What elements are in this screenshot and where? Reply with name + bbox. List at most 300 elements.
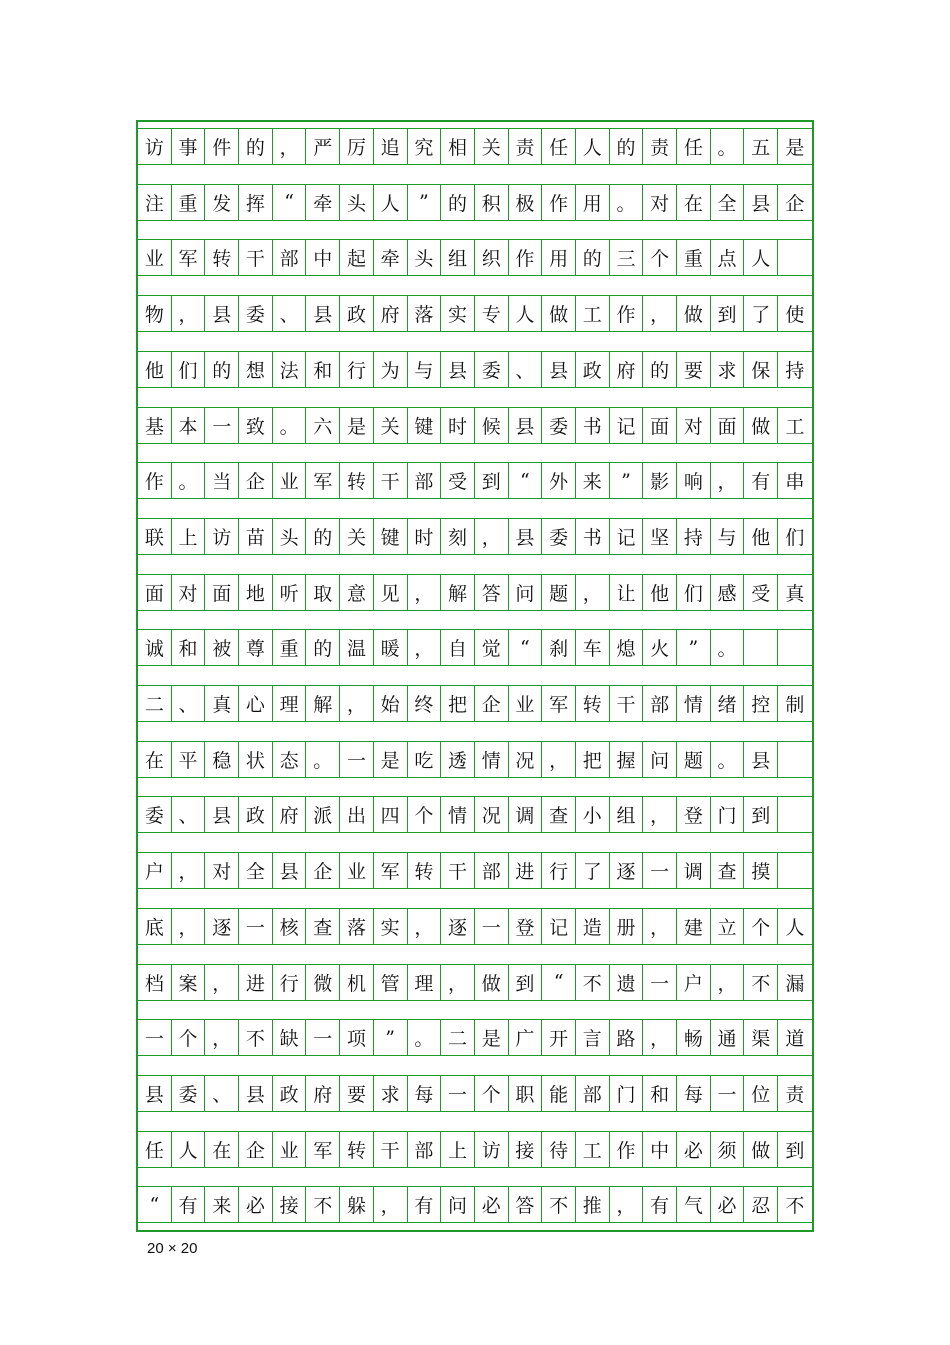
grid-cell: “ bbox=[138, 1186, 172, 1223]
grid-cell: 委 bbox=[542, 407, 576, 444]
grid-cell: 到 bbox=[711, 295, 745, 332]
grid-cell: 受 bbox=[441, 462, 475, 499]
grid-cell: 调 bbox=[677, 852, 711, 889]
grid-cell: 件 bbox=[205, 128, 239, 165]
grid-cell: 透 bbox=[441, 741, 475, 778]
grid-cell: 任 bbox=[677, 128, 711, 165]
grid-cell: 户 bbox=[138, 852, 172, 889]
grid-cell: 、 bbox=[273, 295, 307, 332]
grid-row bbox=[138, 239, 812, 276]
grid-cell: ， bbox=[643, 295, 677, 332]
grid-cell: 温 bbox=[340, 629, 374, 666]
grid-cell: 影 bbox=[643, 462, 677, 499]
grid-cell: 一 bbox=[138, 1019, 172, 1056]
grid-cell: 把 bbox=[576, 741, 610, 778]
grid-cell: 个 bbox=[643, 239, 677, 276]
grid-cell: 事 bbox=[172, 128, 206, 165]
grid-cell: 军 bbox=[374, 852, 408, 889]
grid-cell: 专 bbox=[475, 295, 509, 332]
grid-cell: 想 bbox=[239, 351, 273, 388]
grid-cell: 县 bbox=[744, 741, 778, 778]
grid-cell: 作 bbox=[138, 462, 172, 499]
grid-cell: 问 bbox=[441, 1186, 475, 1223]
grid-cell: 必 bbox=[677, 1131, 711, 1168]
grid-cell: 追 bbox=[374, 128, 408, 165]
grid-cell: 面 bbox=[711, 407, 745, 444]
grid-cell: 键 bbox=[408, 407, 442, 444]
grid-cell: 必 bbox=[475, 1186, 509, 1223]
grid-cell: 态 bbox=[273, 741, 307, 778]
grid-cell: 工 bbox=[576, 1131, 610, 1168]
grid-cell: 中 bbox=[643, 1131, 677, 1168]
grid-cell: 逐 bbox=[610, 852, 644, 889]
grid-cell: 记 bbox=[610, 407, 644, 444]
grid-cell: 是 bbox=[778, 128, 812, 165]
grid-cell: 刹 bbox=[542, 629, 576, 666]
grid-cell: 绪 bbox=[711, 685, 745, 722]
grid-cell: 通 bbox=[711, 1019, 745, 1056]
grid-cell: 责 bbox=[509, 128, 543, 165]
grid-cell: 做 bbox=[744, 1131, 778, 1168]
grid-cell: 派 bbox=[306, 796, 340, 833]
grid-cell: 的 bbox=[306, 518, 340, 555]
grid-cell: ， bbox=[408, 574, 442, 611]
grid-cell: 们 bbox=[778, 518, 812, 555]
grid-cell: ， bbox=[711, 462, 745, 499]
grid-cell: 情 bbox=[677, 685, 711, 722]
grid-cell: 推 bbox=[576, 1186, 610, 1223]
grid-cell: 项 bbox=[340, 1019, 374, 1056]
grid-cell: 时 bbox=[408, 518, 442, 555]
grid-cell: 们 bbox=[677, 574, 711, 611]
grid-cell: 落 bbox=[340, 908, 374, 945]
grid-cell: 有 bbox=[643, 1186, 677, 1223]
grid-cell: 联 bbox=[138, 518, 172, 555]
grid-cell: 的 bbox=[610, 128, 644, 165]
grid-cell bbox=[778, 239, 812, 276]
grid-cell: 转 bbox=[340, 1131, 374, 1168]
grid-cell: 物 bbox=[138, 295, 172, 332]
grid-cell: 地 bbox=[239, 574, 273, 611]
grid-row bbox=[138, 908, 812, 945]
grid-cell: 访 bbox=[475, 1131, 509, 1168]
grid-cell: 点 bbox=[711, 239, 745, 276]
grid-cell: 、 bbox=[509, 351, 543, 388]
grid-cell: 委 bbox=[138, 796, 172, 833]
grid-cell: 情 bbox=[475, 741, 509, 778]
grid-cell: 人 bbox=[509, 295, 543, 332]
grid-cell: 企 bbox=[239, 1131, 273, 1168]
grid-cell: 三 bbox=[610, 239, 644, 276]
grid-cell: 躲 bbox=[340, 1186, 374, 1223]
grid-cell: 一 bbox=[441, 1075, 475, 1112]
grid-cell: 、 bbox=[172, 796, 206, 833]
grid-cell: 和 bbox=[172, 629, 206, 666]
grid-cell: 听 bbox=[273, 574, 307, 611]
grid-cell: 发 bbox=[205, 184, 239, 221]
grid-cell: 畅 bbox=[677, 1019, 711, 1056]
grid-cell: 军 bbox=[306, 1131, 340, 1168]
grid-row bbox=[138, 1186, 812, 1223]
grid-cell: 候 bbox=[475, 407, 509, 444]
grid-cell: 解 bbox=[441, 574, 475, 611]
grid-cell: 部 bbox=[408, 462, 442, 499]
grid-cell: 人 bbox=[778, 908, 812, 945]
grid-cell: 和 bbox=[643, 1075, 677, 1112]
grid-cell: 持 bbox=[778, 351, 812, 388]
grid-cell: 见 bbox=[374, 574, 408, 611]
grid-cell: 记 bbox=[610, 518, 644, 555]
grid-cell: 底 bbox=[138, 908, 172, 945]
grid-cell: 。 bbox=[408, 1019, 442, 1056]
grid-cell: 组 bbox=[610, 796, 644, 833]
grid-cell: 重 bbox=[677, 239, 711, 276]
grid-cell: ， bbox=[643, 1019, 677, 1056]
grid-cell: 门 bbox=[610, 1075, 644, 1112]
grid-cell: 求 bbox=[374, 1075, 408, 1112]
grid-cell: ， bbox=[205, 1019, 239, 1056]
grid-cell: 。 bbox=[306, 741, 340, 778]
grid-cell: 业 bbox=[273, 462, 307, 499]
grid-cell: 实 bbox=[374, 908, 408, 945]
grid-cell: 不 bbox=[306, 1186, 340, 1223]
grid-cell: 牵 bbox=[306, 184, 340, 221]
grid-cell: 政 bbox=[273, 1075, 307, 1112]
grid-cell: 府 bbox=[610, 351, 644, 388]
grid-cell: 用 bbox=[542, 239, 576, 276]
grid-cell: 感 bbox=[711, 574, 745, 611]
grid-cell: 一 bbox=[306, 1019, 340, 1056]
grid-row bbox=[138, 1131, 812, 1168]
grid-cell: 县 bbox=[509, 518, 543, 555]
grid-cell: 工 bbox=[778, 407, 812, 444]
grid-cell: 的 bbox=[239, 128, 273, 165]
grid-cell: 理 bbox=[273, 685, 307, 722]
grid-cell: 企 bbox=[306, 852, 340, 889]
grid-row bbox=[138, 351, 812, 388]
grid-cell: 一 bbox=[643, 852, 677, 889]
grid-cell: 转 bbox=[205, 239, 239, 276]
grid-cell: 的 bbox=[306, 629, 340, 666]
grid-cell: 人 bbox=[576, 128, 610, 165]
grid-cell: 重 bbox=[172, 184, 206, 221]
grid-cell: 县 bbox=[138, 1075, 172, 1112]
grid-row bbox=[138, 295, 812, 332]
grid-cell: 求 bbox=[711, 351, 745, 388]
grid-cell: ” bbox=[610, 462, 644, 499]
grid-cell: 须 bbox=[711, 1131, 745, 1168]
grid-cell: ， bbox=[542, 741, 576, 778]
grid-cell: 题 bbox=[542, 574, 576, 611]
grid-cell: 被 bbox=[205, 629, 239, 666]
grid-cell: 是 bbox=[340, 407, 374, 444]
grid-cell: 查 bbox=[542, 796, 576, 833]
grid-cell: 意 bbox=[340, 574, 374, 611]
grid-cell: 责 bbox=[778, 1075, 812, 1112]
grid-cell: ， bbox=[340, 685, 374, 722]
grid-cell: 不 bbox=[239, 1019, 273, 1056]
grid-cell: 来 bbox=[576, 462, 610, 499]
grid-cell: 核 bbox=[273, 908, 307, 945]
grid-cell: 待 bbox=[542, 1131, 576, 1168]
grid-cell: 的 bbox=[441, 184, 475, 221]
grid-cell: 责 bbox=[643, 128, 677, 165]
grid-cell: 气 bbox=[677, 1186, 711, 1223]
grid-cell: 上 bbox=[441, 1131, 475, 1168]
manuscript-grid bbox=[136, 120, 814, 1232]
grid-cell: 军 bbox=[172, 239, 206, 276]
grid-cell: ， bbox=[576, 574, 610, 611]
grid-cell: 逐 bbox=[205, 908, 239, 945]
grid-cell: 案 bbox=[172, 964, 206, 1001]
grid-cell: 外 bbox=[542, 462, 576, 499]
grid-cell: ， bbox=[711, 964, 745, 1001]
grid-cell: 县 bbox=[239, 1075, 273, 1112]
grid-cell: 部 bbox=[643, 685, 677, 722]
grid-cell: 逐 bbox=[441, 908, 475, 945]
grid-cell: 真 bbox=[778, 574, 812, 611]
grid-cell: 诚 bbox=[138, 629, 172, 666]
grid-cell: 对 bbox=[172, 574, 206, 611]
grid-cell: 转 bbox=[408, 852, 442, 889]
grid-cell: 册 bbox=[610, 908, 644, 945]
grid-cell: 政 bbox=[239, 796, 273, 833]
grid-cell: 企 bbox=[239, 462, 273, 499]
grid-cell: 厉 bbox=[340, 128, 374, 165]
grid-cell: 平 bbox=[172, 741, 206, 778]
grid-cell: 情 bbox=[441, 796, 475, 833]
grid-cell: 面 bbox=[138, 574, 172, 611]
grid-row bbox=[138, 741, 812, 778]
grid-cell: 答 bbox=[475, 574, 509, 611]
grid-cell: ， bbox=[408, 629, 442, 666]
grid-cell: 答 bbox=[509, 1186, 543, 1223]
grid-cell: 到 bbox=[778, 1131, 812, 1168]
grid-cell: 登 bbox=[509, 908, 543, 945]
grid-cell: 坚 bbox=[643, 518, 677, 555]
grid-cell: 五 bbox=[744, 128, 778, 165]
grid-cell: 部 bbox=[273, 239, 307, 276]
grid-cell: 起 bbox=[340, 239, 374, 276]
grid-cell: 县 bbox=[441, 351, 475, 388]
grid-cell: 企 bbox=[475, 685, 509, 722]
grid-cell: 火 bbox=[643, 629, 677, 666]
grid-cell: 访 bbox=[138, 128, 172, 165]
grid-cell: 行 bbox=[542, 852, 576, 889]
grid-cell: 落 bbox=[408, 295, 442, 332]
grid-cell: 二 bbox=[138, 685, 172, 722]
grid-row bbox=[138, 574, 812, 611]
grid-cell: 调 bbox=[509, 796, 543, 833]
grid-size-label: 20 × 20 bbox=[147, 1240, 198, 1257]
grid-cell: 行 bbox=[340, 351, 374, 388]
grid-cell: 登 bbox=[677, 796, 711, 833]
grid-cell: 业 bbox=[138, 239, 172, 276]
grid-row bbox=[138, 796, 812, 833]
grid-cell: 到 bbox=[475, 462, 509, 499]
grid-cell: 位 bbox=[744, 1075, 778, 1112]
grid-cell: 不 bbox=[744, 964, 778, 1001]
grid-cell: 的 bbox=[205, 351, 239, 388]
grid-cell: 和 bbox=[306, 351, 340, 388]
grid-cell: 积 bbox=[475, 184, 509, 221]
grid-cell: 进 bbox=[239, 964, 273, 1001]
grid-cell: 建 bbox=[677, 908, 711, 945]
grid-cell: 全 bbox=[239, 852, 273, 889]
grid-cell: 们 bbox=[172, 351, 206, 388]
grid-cell: 暖 bbox=[374, 629, 408, 666]
grid-cell: 机 bbox=[340, 964, 374, 1001]
grid-cell bbox=[778, 796, 812, 833]
grid-cell: 进 bbox=[509, 852, 543, 889]
grid-cell: 一 bbox=[239, 908, 273, 945]
grid-cell: 一 bbox=[205, 407, 239, 444]
grid-cell: 人 bbox=[172, 1131, 206, 1168]
grid-cell: 干 bbox=[239, 239, 273, 276]
grid-cell: 的 bbox=[643, 351, 677, 388]
grid-cell: 问 bbox=[509, 574, 543, 611]
grid-cell bbox=[778, 741, 812, 778]
grid-cell: 一 bbox=[711, 1075, 745, 1112]
grid-cell: 缺 bbox=[273, 1019, 307, 1056]
grid-cell: 实 bbox=[441, 295, 475, 332]
grid-cell: 真 bbox=[205, 685, 239, 722]
grid-cell: 干 bbox=[441, 852, 475, 889]
grid-cell: 关 bbox=[374, 407, 408, 444]
grid-cell: 县 bbox=[744, 184, 778, 221]
grid-cell: 必 bbox=[711, 1186, 745, 1223]
grid-cell: 县 bbox=[542, 351, 576, 388]
grid-cell: 四 bbox=[374, 796, 408, 833]
grid-cell: 业 bbox=[273, 1131, 307, 1168]
grid-cell: 一 bbox=[340, 741, 374, 778]
grid-cell: 部 bbox=[408, 1131, 442, 1168]
grid-cell: 把 bbox=[441, 685, 475, 722]
grid-row bbox=[138, 852, 812, 889]
grid-cell: 工 bbox=[576, 295, 610, 332]
grid-cell: 取 bbox=[306, 574, 340, 611]
grid-cell: 全 bbox=[711, 184, 745, 221]
grid-cell: 在 bbox=[677, 184, 711, 221]
grid-cell: 军 bbox=[542, 685, 576, 722]
grid-cell: 不 bbox=[778, 1186, 812, 1223]
grid-cell: 受 bbox=[744, 574, 778, 611]
grid-cell: 委 bbox=[475, 351, 509, 388]
grid-cell: 串 bbox=[778, 462, 812, 499]
grid-cell: 熄 bbox=[610, 629, 644, 666]
grid-cell: 。 bbox=[610, 184, 644, 221]
grid-cell: 、 bbox=[205, 1075, 239, 1112]
grid-cell: ， bbox=[643, 908, 677, 945]
grid-cell bbox=[744, 629, 778, 666]
grid-cell: “ bbox=[542, 964, 576, 1001]
grid-cell: “ bbox=[509, 462, 543, 499]
grid-cell: 法 bbox=[273, 351, 307, 388]
grid-cell: 渠 bbox=[744, 1019, 778, 1056]
grid-cell: 头 bbox=[408, 239, 442, 276]
grid-cell: 在 bbox=[138, 741, 172, 778]
grid-cell: ， bbox=[610, 1186, 644, 1223]
grid-cell: 个 bbox=[408, 796, 442, 833]
grid-cell: 书 bbox=[576, 407, 610, 444]
grid-cell: 开 bbox=[542, 1019, 576, 1056]
grid-cell: 造 bbox=[576, 908, 610, 945]
grid-cell: 行 bbox=[273, 964, 307, 1001]
grid-cell: 不 bbox=[576, 964, 610, 1001]
grid-cell: 到 bbox=[744, 796, 778, 833]
grid-cell: 重 bbox=[273, 629, 307, 666]
grid-cell: 他 bbox=[138, 351, 172, 388]
grid-cell: 档 bbox=[138, 964, 172, 1001]
grid-cell: 心 bbox=[239, 685, 273, 722]
grid-cell: 部 bbox=[475, 852, 509, 889]
grid-cell: ， bbox=[441, 964, 475, 1001]
grid-cell: 解 bbox=[306, 685, 340, 722]
grid-cell: 做 bbox=[542, 295, 576, 332]
grid-cell: 况 bbox=[509, 741, 543, 778]
grid-cell: 书 bbox=[576, 518, 610, 555]
grid-cell: 部 bbox=[576, 1075, 610, 1112]
grid-cell: 路 bbox=[610, 1019, 644, 1056]
grid-cell: 做 bbox=[677, 295, 711, 332]
grid-cell: 每 bbox=[677, 1075, 711, 1112]
grid-cell: 制 bbox=[778, 685, 812, 722]
grid-cell: 。 bbox=[711, 128, 745, 165]
grid-cell: 、 bbox=[172, 685, 206, 722]
grid-cell: 对 bbox=[205, 852, 239, 889]
grid-cell: 查 bbox=[711, 852, 745, 889]
grid-cell: 让 bbox=[610, 574, 644, 611]
grid-cell: “ bbox=[273, 184, 307, 221]
grid-cell: 每 bbox=[408, 1075, 442, 1112]
grid-cell: ， bbox=[408, 908, 442, 945]
grid-cell: ， bbox=[475, 518, 509, 555]
grid-cell: 车 bbox=[576, 629, 610, 666]
grid-cell: 基 bbox=[138, 407, 172, 444]
grid-cell: 是 bbox=[475, 1019, 509, 1056]
grid-cell: 访 bbox=[205, 518, 239, 555]
grid-cell: 了 bbox=[744, 295, 778, 332]
grid-row bbox=[138, 964, 812, 1001]
grid-row bbox=[138, 407, 812, 444]
grid-cell: 注 bbox=[138, 184, 172, 221]
grid-cell: 府 bbox=[374, 295, 408, 332]
grid-cell: 县 bbox=[205, 295, 239, 332]
grid-row bbox=[138, 1075, 812, 1112]
grid-cell: 作 bbox=[610, 1131, 644, 1168]
grid-cell: 职 bbox=[509, 1075, 543, 1112]
grid-cell: 企 bbox=[778, 184, 812, 221]
grid-cell: 面 bbox=[205, 574, 239, 611]
grid-cell: 始 bbox=[374, 685, 408, 722]
grid-cell: 上 bbox=[172, 518, 206, 555]
grid-row bbox=[138, 518, 812, 555]
grid-cell: ， bbox=[643, 796, 677, 833]
grid-cell: 头 bbox=[340, 184, 374, 221]
grid-cell: 严 bbox=[306, 128, 340, 165]
grid-cell: 县 bbox=[306, 295, 340, 332]
grid-row bbox=[138, 1019, 812, 1056]
grid-cell: 查 bbox=[306, 908, 340, 945]
grid-cell: 人 bbox=[744, 239, 778, 276]
grid-cell: ” bbox=[408, 184, 442, 221]
grid-cell: 。 bbox=[711, 629, 745, 666]
grid-cell: 题 bbox=[677, 741, 711, 778]
grid-cell: 摸 bbox=[744, 852, 778, 889]
grid-cell: 他 bbox=[744, 518, 778, 555]
grid-cell: 军 bbox=[306, 462, 340, 499]
grid-cell: 人 bbox=[374, 184, 408, 221]
